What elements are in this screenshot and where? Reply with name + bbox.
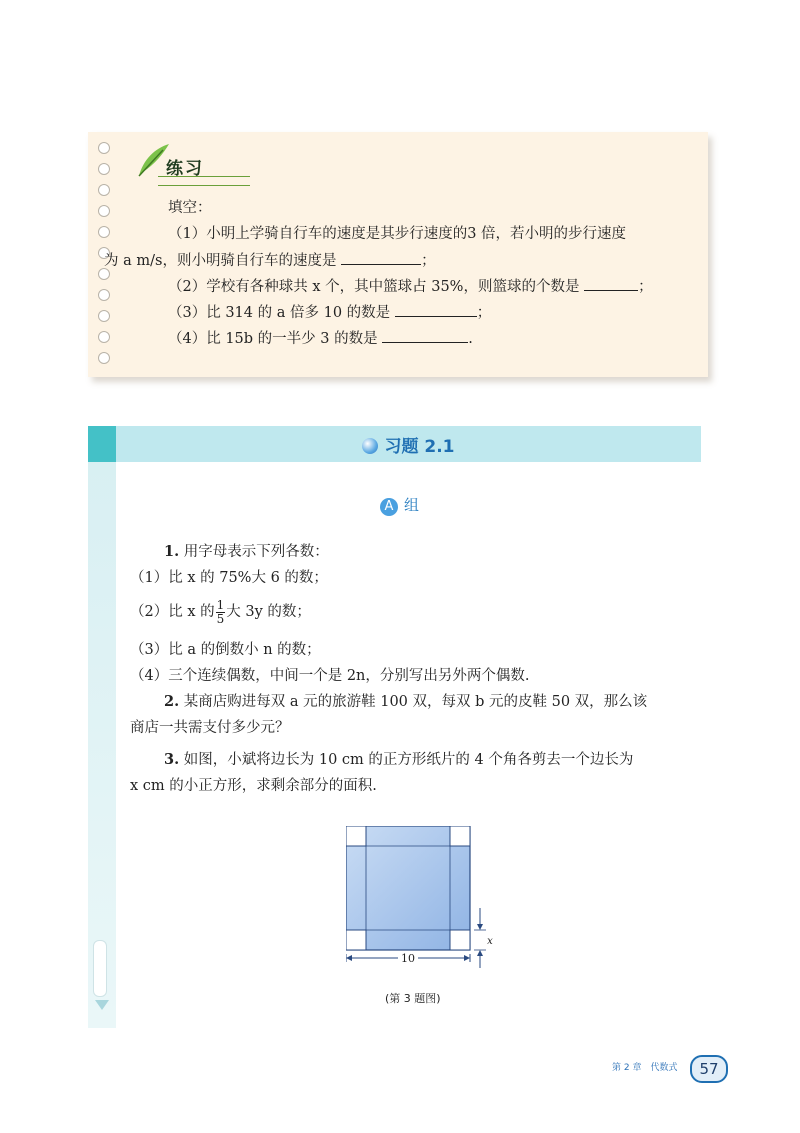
group-title <box>380 494 419 516</box>
exercise-header <box>116 426 701 462</box>
answer-blank <box>584 276 638 291</box>
group-badge: A <box>380 498 398 516</box>
square-figure <box>346 826 496 971</box>
chapter-footer: 第 2 章 代数式 <box>612 1063 678 1073</box>
cut-corner <box>450 826 470 846</box>
group-label: 组 <box>404 496 420 514</box>
side-scroll-decoration <box>93 940 107 997</box>
question-1: 1. 用字母表示下列各数： <box>164 543 329 560</box>
practice-q2: （2）学校有各种球共 x 个，其中篮球占 35%，则篮球的个数是 ； <box>168 276 653 297</box>
page-number: 57 <box>690 1055 728 1083</box>
answer-blank <box>395 302 477 317</box>
exercise-title: 习题 2.1 <box>384 437 455 457</box>
practice-intro: 填空： <box>168 200 212 216</box>
question-1-part-3: （3）比 a 的倒数小 n 的数； <box>130 642 321 658</box>
dimension-10-label: 10 <box>401 952 415 965</box>
cut-corner <box>450 930 470 950</box>
question-1-part-1: （1）比 x 的 75%大 6 的数； <box>130 570 328 586</box>
figure-caption: (第 3 题图) <box>385 992 441 1005</box>
globe-icon <box>362 438 378 454</box>
practice-title: 练习 <box>166 159 204 179</box>
practice-q4: （4）比 15b 的一半少 3 的数是 . <box>168 328 473 349</box>
practice-q3: （3）比 314 的 a 倍多 10 的数是 ； <box>168 302 491 323</box>
practice-card <box>88 132 708 377</box>
cut-corner <box>346 826 366 846</box>
question-2-line2: 商店一共需支付多少元？ <box>130 720 290 736</box>
question-2-line1: 2. 某商店购进每双 a 元的旅游鞋 100 双，每双 b 元的皮鞋 50 双，那么该 <box>164 693 648 710</box>
question-3-line2: x cm 的小正方形，求剩余部分的面积. <box>130 778 377 794</box>
fraction-one-fifth: $\frac{1}{5}$ <box>216 597 225 626</box>
cut-corner <box>346 930 366 950</box>
answer-blank <box>341 250 421 265</box>
practice-q1-line2: 为 a m/s，则小明骑自行车的速度是 ； <box>104 250 436 271</box>
side-bar <box>88 426 116 1028</box>
question-1-part-2: （2）比 x 的 $\frac{1}{5}$ 大 3y 的数； <box>130 597 311 626</box>
question-1-part-4: （4）三个连续偶数，中间一个是 2n，分别写出另外两个偶数. <box>130 668 530 684</box>
side-bar-top <box>88 426 116 462</box>
down-arrow-icon <box>95 1000 109 1010</box>
answer-blank <box>382 328 468 343</box>
dimension-x-label: x <box>487 936 493 947</box>
question-3-line1: 3. 如图，小斌将边长为 10 cm 的正方形纸片的 4 个角各剪去一个边长为 <box>164 751 634 768</box>
practice-q1-line1: （1）小明上学骑自行车的速度是其步行速度的3 倍，若小明的步行速度 <box>168 226 627 242</box>
